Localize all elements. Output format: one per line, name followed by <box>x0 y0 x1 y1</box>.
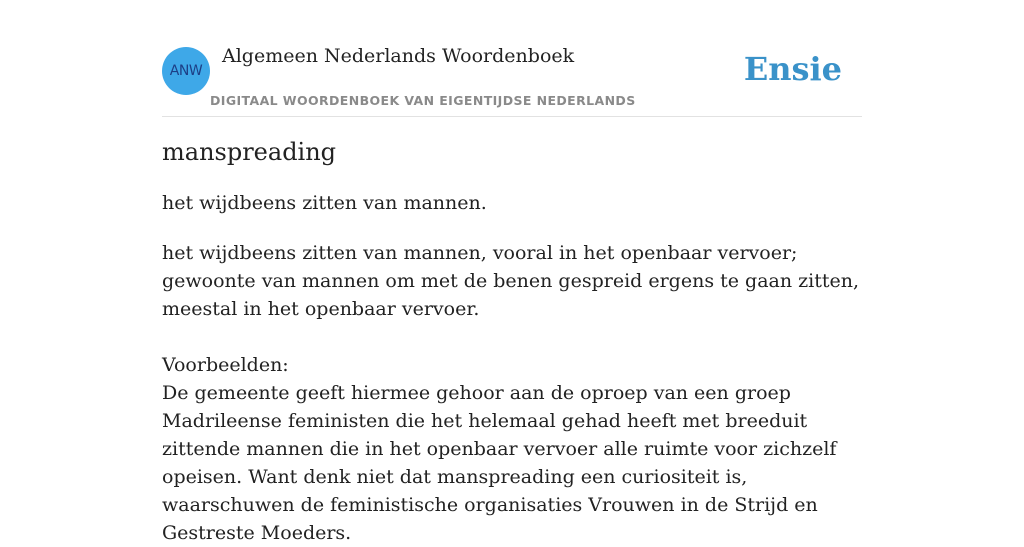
ensie-brand-logo[interactable]: Ensie <box>743 50 842 88</box>
long-definition: het wijdbeens zitten van mannen, vooral in het openbaar vervoer; gewoonte van mannen om met de benen gespreid ergens te gaan zitten, meestal in het openbaar vervoer. <box>162 242 859 320</box>
header <box>162 0 862 117</box>
site-subtitle: DIGITAAL WOORDENBOEK VAN EIGENTIJDSE NEDERLANDS <box>210 93 636 108</box>
headword: manspreading <box>162 138 337 166</box>
short-definition: het wijdbeens zitten van mannen. <box>162 192 487 214</box>
examples-label: Voorbeelden: <box>162 354 289 376</box>
anw-logo-text: ANW <box>169 63 203 79</box>
site-title[interactable]: Algemeen Nederlands Woordenboek <box>222 45 575 67</box>
anw-logo[interactable] <box>162 47 210 95</box>
page <box>162 0 862 544</box>
example-text: De gemeente geeft hiermee gehoor aan de oproep van een groep Madrileense feministen die het helemaal gehad heeft met breeduit zittende mannen die in het openbaar vervoer alle ruimte voor zichzelf opeisen. Want denk niet dat manspreading een curiositeit is, waarschuwen de feministische organisaties Vrouwen in de Strijd en Gestreste Moeders. <box>162 382 837 544</box>
